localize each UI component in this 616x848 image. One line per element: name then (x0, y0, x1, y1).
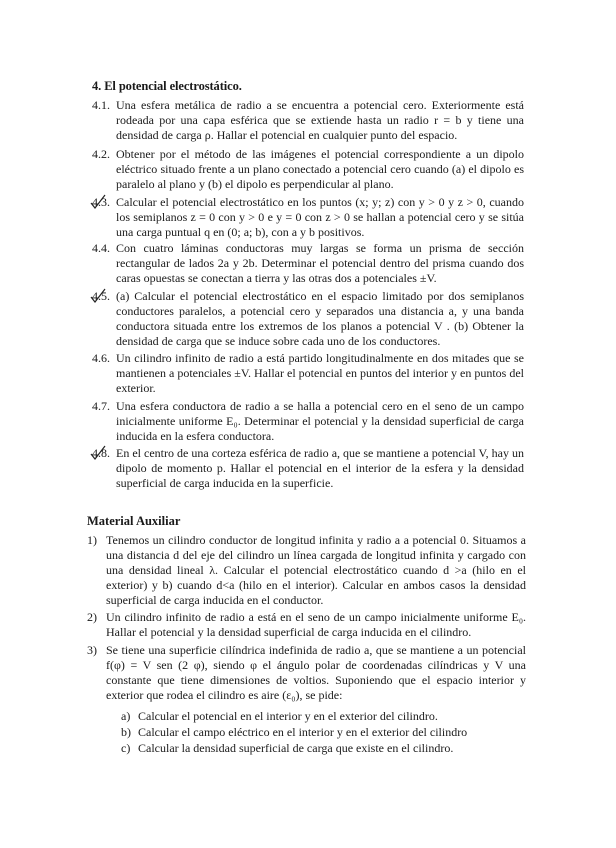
handwritten-check-icon (89, 194, 107, 210)
aux-text: Tenemos un cilindro conductor de longitud infinita y radio a a potencial 0. Situamos a una distancia d del eje del cilindro un línea cargada de longitud infinita y cargado con una densidad lineal λ. Calcular el potencial electrostático cuando d >a (hilo en el exterior) y b) cuando d<a (hilo en el interior). Calcular en ambos casos la densidad superficial de carga inducida en el conductor. (106, 533, 526, 607)
problem-text: Calcular el potencial electrostático en los puntos (x; y; z) con y > 0 y z > 0, cuando los semiplanos z = 0 con y > 0 e y = 0 con z > 0 se hallan a potencial cero y se sitúa una carga puntual q en (0; a; b), con a y b positivos. (116, 195, 524, 239)
aux-number: 1) (87, 533, 97, 547)
aux-text: Un cilindro infinito de radio a está en el seno de un campo inicialmente uniforme E₀. Hallar el potencial y la densidad superficial de carga inducida en el cilindro. (106, 610, 526, 639)
problem-number: 4.4. (92, 241, 110, 255)
sub-item-a (121, 709, 438, 724)
problem-number: 4.2. (92, 147, 110, 161)
problem-4-5 (92, 289, 524, 349)
sub-label: c) (121, 741, 131, 755)
problem-text: (a) Calcular el potencial electrostático en el espacio limitado por dos semiplanos conductores paralelos, a potencial cero y separados una distancia a, y una banda conductora situada entre los extremos de los planos a potencial V . (b) Obtener la densidad de carga que se induce sobre cada uno de los conductores. (116, 289, 524, 348)
problem-number: 4.3. (92, 195, 110, 209)
problem-text: Con cuatro láminas conductoras muy largas se forma un prisma de sección rectangular de lados 2a y 2b. Determinar el potencial dentro del prisma cuando dos caras opuestas se conectan a tierra y las otras dos a potenciales ±V. (116, 241, 524, 285)
problem-4-2 (92, 147, 524, 192)
sub-label: a) (121, 709, 131, 723)
sub-text: Calcular el potencial en el interior y en el exterior del cilindro. (138, 709, 438, 723)
sub-text: Calcular el campo eléctrico en el interior y en el exterior del cilindro (138, 725, 468, 739)
problem-4-8 (92, 446, 524, 491)
problem-text: Una esfera metálica de radio a se encuentra a potencial cero. Exteriormente está rodeada por una capa esférica que se extiende hasta un radio r = b y tiene una densidad de carga ρ. Hallar el potencial en cualquier punto del espacio. (116, 98, 524, 142)
problem-number: 4.8. (92, 446, 110, 460)
section-title: 4. El potencial electrostático. (92, 79, 242, 93)
aux-item-3 (87, 643, 526, 703)
handwritten-check-icon (89, 288, 107, 304)
sub-item-b (121, 725, 467, 740)
aux-number: 3) (87, 643, 97, 657)
problem-4-6 (92, 351, 524, 396)
aux-number: 2) (87, 610, 97, 624)
problem-number: 4.6. (92, 351, 110, 365)
problem-number: 4.1. (92, 98, 110, 112)
problem-text: Obtener por el método de las imágenes el potencial correspondiente a un dipolo eléctrico situado frente a un plano conectado a potencial cero cuando (a) el dipolo es paralelo al plano y (b) el dipolo es perpendicular al plano. (116, 147, 524, 191)
problem-text: En el centro de una corteza esférica de radio a, que se mantiene a potencial V, hay un dipolo de momento p. Hallar el potencial en el interior de la esfera y la densidad superficial de carga inducida en la superficie. (116, 446, 524, 490)
aux-text: Se tiene una superficie cilíndrica indefinida de radio a, que se mantiene a un potencial f(φ) = V sen (2 φ), siendo φ el ángulo polar de coordenadas cilíndricas y V una constante que tiene dimensiones de voltios. Suponiendo que el espacio interior y exterior que rodea el cilindro es aire (ε₀), se pide: (106, 643, 526, 702)
problem-number: 4.5. (92, 289, 110, 303)
aux-item-1 (87, 533, 526, 608)
problem-number: 4.7. (92, 399, 110, 413)
handwritten-check-icon (89, 445, 107, 461)
problem-text: Un cilindro infinito de radio a está partido longitudinalmente en dos mitades que se mantienen a potenciales ±V. Hallar el potencial en puntos del interior y en puntos del exterior. (116, 351, 524, 395)
aux-section-title: Material Auxiliar (87, 514, 181, 528)
problem-4-7 (92, 399, 524, 444)
problem-4-1 (92, 98, 524, 143)
sub-text: Calcular la densidad superficial de carga que existe en el cilindro. (138, 741, 454, 755)
problem-text: Una esfera conductora de radio a se halla a potencial cero en el seno de un campo inicialmente uniforme E₀. Determinar el potencial y la densidad superficial de carga inducida en la esfera conductora. (116, 399, 524, 443)
aux-item-2 (87, 610, 526, 640)
sub-item-c (121, 741, 453, 756)
problem-4-4 (92, 241, 524, 286)
problem-4-3 (92, 195, 524, 240)
sub-label: b) (121, 725, 131, 739)
